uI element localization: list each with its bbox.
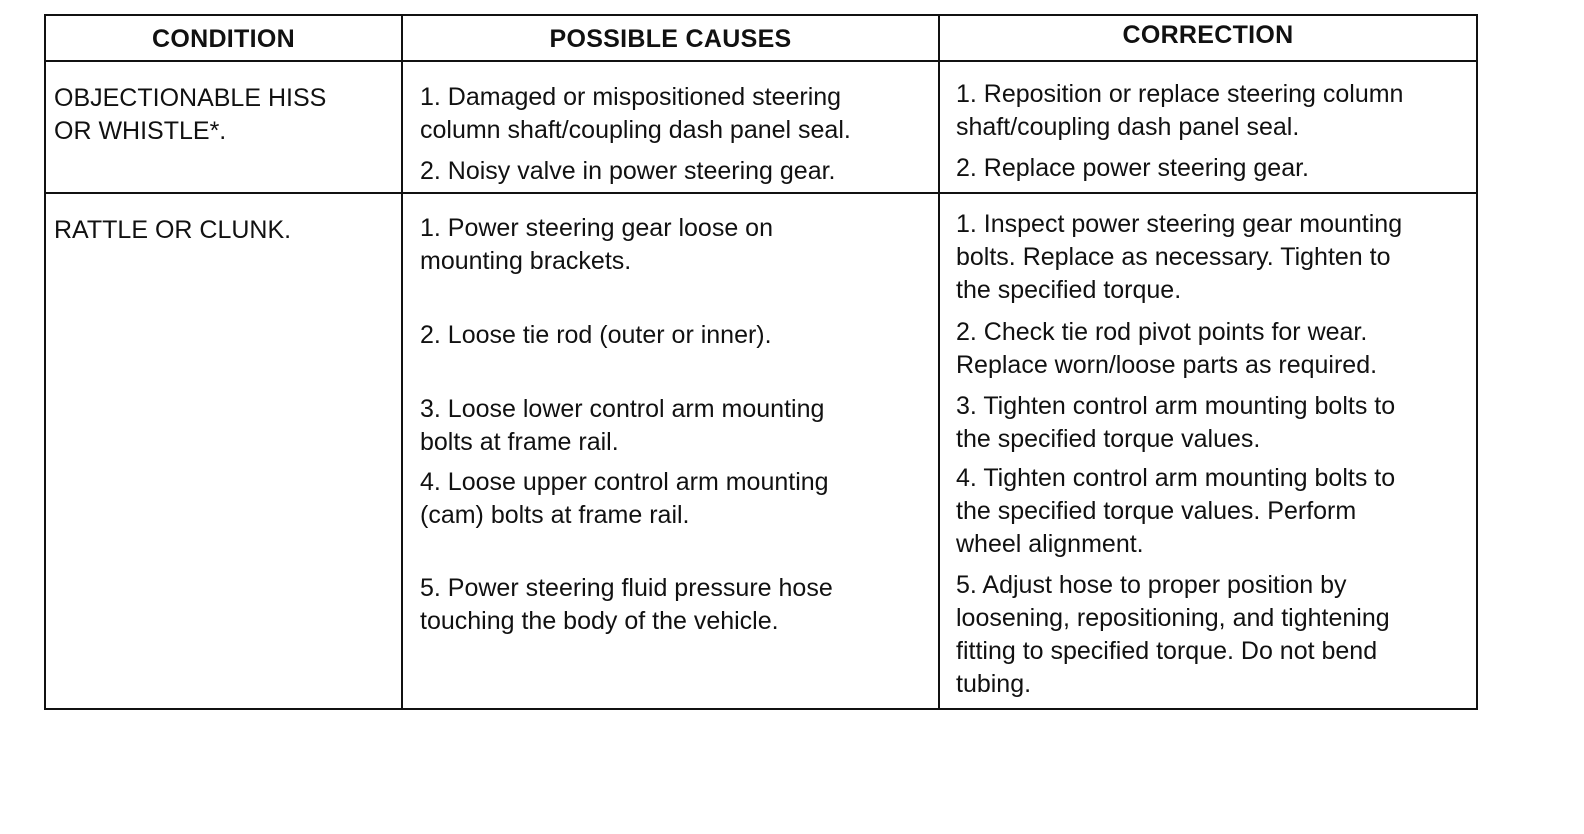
cause-line: 2. Loose tie rod (outer or inner). (420, 321, 772, 349)
correction-item (956, 569, 1390, 701)
condition-line: OBJECTIONABLE HISS (54, 84, 327, 112)
correction-line: fitting to specified torque. Do not bend (956, 637, 1378, 665)
cause-item (420, 155, 836, 188)
header-possible-causes: POSSIBLE CAUSES (549, 24, 792, 53)
header-correction: CORRECTION (1122, 20, 1294, 49)
cause-item (420, 212, 773, 278)
condition-line: OR WHISTLE*. (54, 117, 227, 145)
row-divider (46, 192, 1476, 194)
correction-line: shaft/coupling dash panel seal. (956, 113, 1300, 141)
correction-line: 1. Inspect power steering gear mounting (956, 210, 1403, 238)
cause-item (420, 319, 772, 352)
cause-line: 1. Damaged or mispositioned steering (420, 83, 842, 111)
correction-line: tubing. (956, 670, 1032, 698)
correction-item (956, 316, 1377, 382)
cause-line: column shaft/coupling dash panel seal. (420, 116, 851, 144)
cause-line: (cam) bolts at frame rail. (420, 501, 690, 529)
condition-line: RATTLE OR CLUNK. (54, 216, 292, 244)
correction-item (956, 78, 1403, 144)
condition-rattle-clunk (54, 214, 291, 247)
correction-line: 3. Tighten control arm mounting bolts to (956, 392, 1396, 420)
cause-line: 3. Loose lower control arm mounting (420, 395, 825, 423)
cause-item (420, 466, 829, 532)
diagnosis-table (44, 14, 1478, 710)
column-divider-1 (401, 16, 403, 708)
correction-line: wheel alignment. (956, 530, 1144, 558)
correction-line: 5. Adjust hose to proper position by (956, 571, 1347, 599)
column-divider-2 (938, 16, 940, 708)
cause-line: touching the body of the vehicle. (420, 607, 779, 635)
cause-item (420, 572, 833, 638)
cause-line: 2. Noisy valve in power steering gear. (420, 157, 836, 185)
cause-item (420, 393, 824, 459)
correction-item (956, 462, 1395, 561)
correction-item (956, 152, 1309, 185)
correction-item (956, 390, 1395, 456)
cause-item (420, 81, 851, 147)
header-condition: CONDITION (152, 24, 295, 53)
cause-line: mounting brackets. (420, 247, 632, 275)
correction-line: the specified torque. (956, 276, 1182, 304)
correction-line: 2. Replace power steering gear. (956, 154, 1309, 182)
correction-line: the specified torque values. (956, 425, 1261, 453)
correction-line: 2. Check tie rod pivot points for wear. (956, 318, 1368, 346)
correction-line: loosening, repositioning, and tightening (956, 604, 1390, 632)
correction-line: 4. Tighten control arm mounting bolts to (956, 464, 1396, 492)
correction-item (956, 208, 1402, 307)
cause-line: 5. Power steering fluid pressure hose (420, 574, 833, 602)
cause-line: bolts at frame rail. (420, 428, 619, 456)
cause-line: 4. Loose upper control arm mounting (420, 468, 829, 496)
correction-line: Replace worn/loose parts as required. (956, 351, 1378, 379)
correction-line: 1. Reposition or replace steering column (956, 80, 1404, 108)
cause-line: 1. Power steering gear loose on (420, 214, 773, 242)
condition-hiss-whistle (54, 82, 326, 148)
correction-line: bolts. Replace as necessary. Tighten to (956, 243, 1391, 271)
correction-line: the specified torque values. Perform (956, 497, 1357, 525)
